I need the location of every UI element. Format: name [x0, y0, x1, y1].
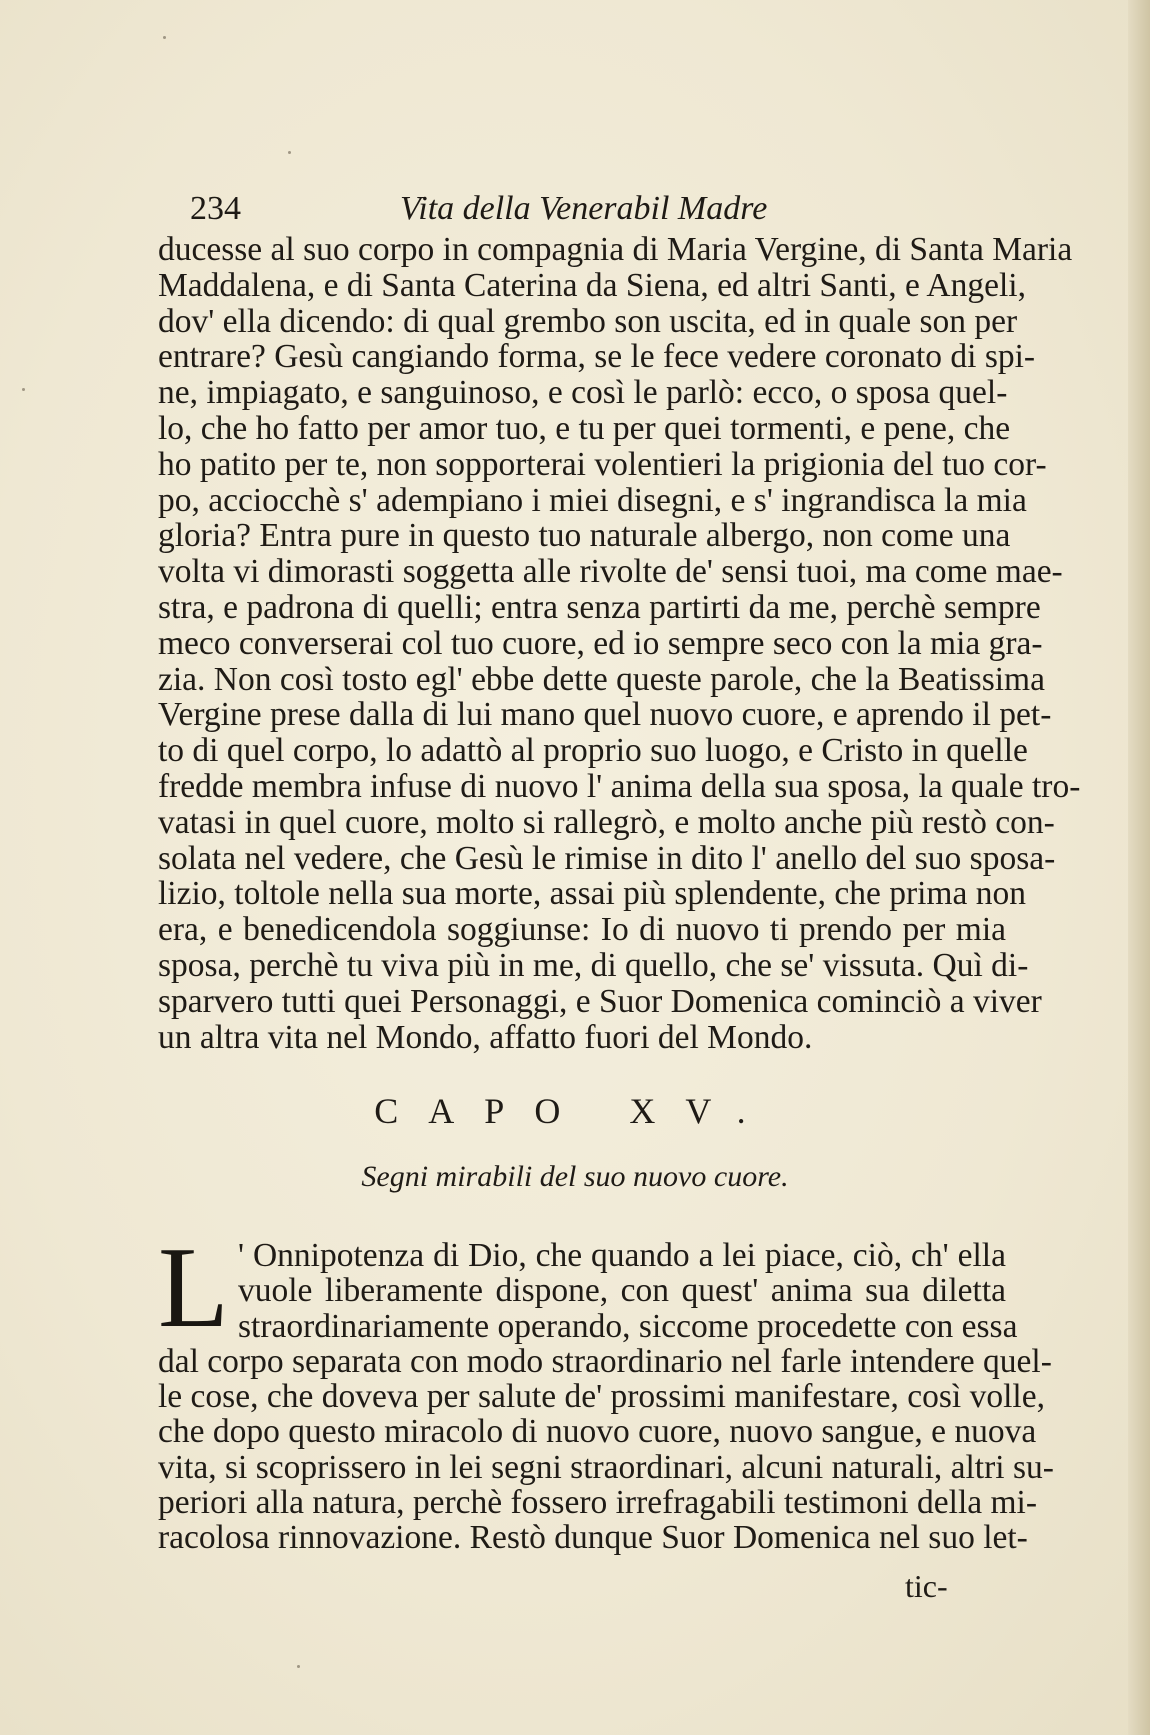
text-line: sposa, perchè tu viva più in me, di quello, che se' vissuta. Quì di- [158, 946, 1029, 984]
text-line: po, acciocchè s' adempiano i miei disegni, e s' ingrandisca la mia [158, 481, 1027, 519]
text-line: dal corpo separata con modo straordinario nel farle intendere quel- [158, 1342, 1052, 1380]
text-line: stra, e padrona di quelli; entra senza partirti da me, perchè sempre [158, 588, 1041, 626]
running-title: Vita della Venerabil Madre [400, 190, 768, 227]
paper-spot [22, 388, 25, 391]
catchword: tic- [905, 1568, 948, 1604]
drop-cap: L [158, 1224, 229, 1352]
text-line: racolosa rinnovazione. Restò dunque Suor Domenica nel suo let- [158, 1519, 1028, 1557]
chapter-subtitle: Segni mirabili del suo nuovo cuore. [361, 1160, 789, 1193]
text-line: era, e benedicendola soggiunse: Io di nuovo ti prendo per mia [158, 911, 1006, 949]
text-line: che dopo questo miracolo di nuovo cuore, nuovo sangue, e nuova [158, 1413, 1037, 1451]
text-line: volta vi dimorasti soggetta alle rivolte de' sensi tuoi, ma come mae- [158, 553, 1063, 591]
text-line: ' Onnipotenza di Dio, che quando a lei piace, ciò, ch' ella [238, 1237, 1006, 1274]
paper-spot [163, 36, 166, 39]
text-line: periori alla natura, perchè fossero irrefragabili testimoni della mi- [158, 1484, 1038, 1522]
text-line: zia. Non così tosto egl' ebbe dette queste parole, che la Beatissima [158, 660, 1045, 698]
text-line: vuole liberamente dispone, con quest' anima sua diletta [238, 1272, 1006, 1310]
text-line: to di quel corpo, lo adattò al proprio suo luogo, e Cristo in quelle [158, 732, 1028, 770]
text-line: ne, impiagato, e sanguinoso, e così le parlò: ecco, o sposa quel- [158, 374, 1008, 412]
paper-spot [297, 1665, 300, 1668]
text-line: lizio, toltole nella sua morte, assai più splendente, che prima non [158, 875, 1026, 913]
text-line: fredde membra infuse di nuovo l' anima della sua sposa, la quale tro- [158, 767, 1081, 805]
text-line: Vergine prese dalla di lui mano quel nuovo cuore, e aprendo il pet- [158, 696, 1052, 734]
text-line: un altra vita nel Mondo, affatto fuori del Mondo. [158, 1018, 813, 1056]
text-line: sparvero tutti quei Personaggi, e Suor Domenica cominciò a viver [158, 982, 1042, 1020]
text-line: entrare? Gesù cangiando forma, se le fece vedere coronato di spi- [158, 338, 1036, 376]
text-line: le cose, che doveva per salute de' prossimi manifestare, così volle, [158, 1378, 1045, 1416]
page-number: 234 [190, 190, 241, 227]
text-line: vatasi in quel cuore, molto si rallegrò, e molto anche più restò con- [158, 803, 1055, 841]
body-paragraph [158, 231, 1081, 1056]
text-line: vita, si scoprissero in lei segni straordinari, alcuni naturali, altri su- [158, 1448, 1054, 1486]
text-line: lo, che ho fatto per amor tuo, e tu per quei tormenti, e pene, che [158, 409, 1011, 447]
chapter-heading: CAPO XV. [374, 1091, 776, 1131]
paper-spot [288, 151, 291, 154]
text-line: dov' ella dicendo: di qual grembo son uscita, ed in quale son per [158, 302, 1018, 340]
page-edge [1128, 0, 1150, 1735]
text-line: ducesse al suo corpo in compagnia di Maria Vergine, di Santa Maria [158, 231, 1073, 268]
text-line: gloria? Entra pure in questo tuo naturale albergo, non come una [158, 517, 1011, 555]
chapter-paragraph [158, 1237, 1054, 1557]
text-line: solata nel vedere, che Gesù le rimise in dito l' anello del suo sposa- [158, 839, 1056, 877]
text-line: straordinariamente operando, siccome procedette con essa [238, 1307, 1018, 1345]
text-line: ho patito per te, non sopporterai volentieri la prigionia del tuo cor- [158, 445, 1047, 483]
text-line: meco converserai col tuo cuore, ed io sempre seco con la mia gra- [158, 624, 1043, 662]
text-line: Maddalena, e di Santa Caterina da Siena, ed altri Santi, e Angeli, [158, 266, 1026, 304]
